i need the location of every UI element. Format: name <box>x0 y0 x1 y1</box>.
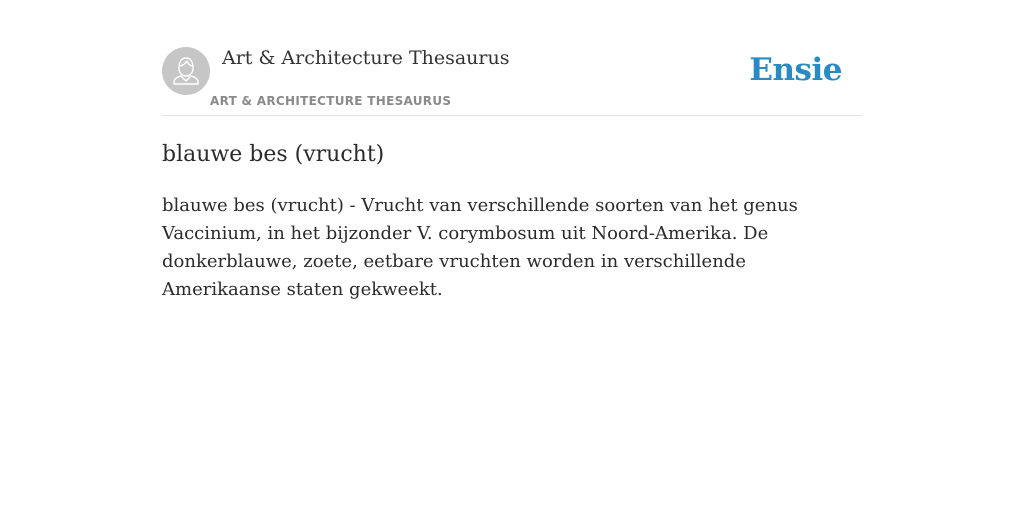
entry-body: blauwe bes (vrucht) - Vrucht van verschillende soorten van het genus Vaccinium, in het bijzonder V. corymbosum uit Noord-Amerika. De donkerblauwe, zoete, eetbare vruchten worden in verschillende Amerikaanse staten gekweekt. <box>162 195 798 300</box>
brand-logo[interactable]: Ensie <box>749 52 842 88</box>
user-icon <box>162 47 210 95</box>
avatar[interactable] <box>162 47 210 95</box>
entry-title: blauwe bes (vrucht) <box>162 142 385 167</box>
site-title[interactable]: Art & Architecture Thesaurus <box>222 47 510 69</box>
page-container <box>162 0 862 512</box>
site-subtitle[interactable]: ART & ARCHITECTURE THESAURUS <box>210 94 452 108</box>
header <box>162 0 862 116</box>
